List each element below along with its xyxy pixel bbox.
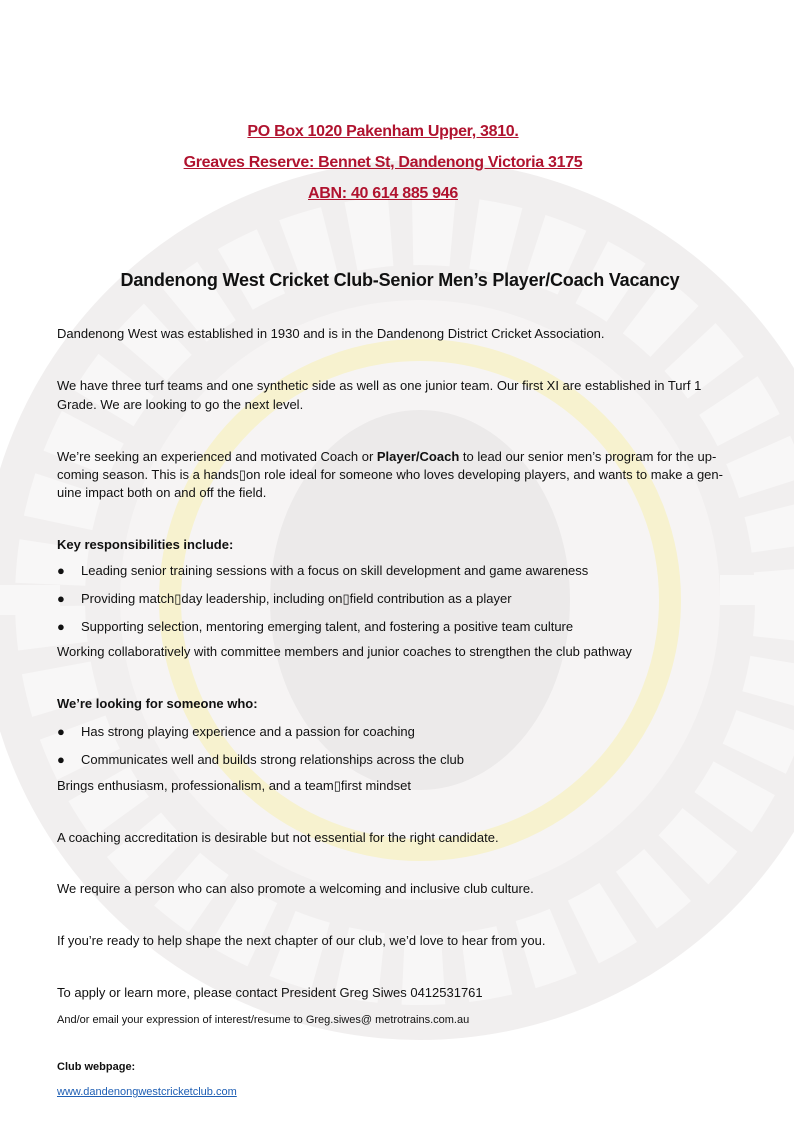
contact-line: To apply or learn more, please contact President Greg Siwes 0412531761 — [57, 985, 483, 1000]
text: to lead our senior men’s program for the up- — [459, 449, 717, 464]
bullet-icon: ● — [57, 619, 65, 634]
ground-address: Greaves Reserve: Bennet St, Dandenong Victoria 3175 — [183, 154, 583, 171]
postal-address: PO Box 1020 Pakenham Upper, 3810. — [247, 123, 519, 140]
webpage-line — [57, 1084, 237, 1100]
bullet-icon: ● — [57, 563, 65, 578]
abn: ABN: 40 614 885 946 — [308, 185, 458, 202]
list-item — [57, 619, 573, 635]
bold-text: Player/Coach — [376, 449, 460, 464]
page-title: Dandenong West Cricket Club-Senior Men’s Player/Coach Vacancy — [120, 270, 680, 290]
teams-paragraph-line: Grade. We are looking to go the next level. — [57, 397, 304, 412]
bullet-icon: ● — [57, 724, 65, 739]
intro-paragraph: Dandenong West was established in 1930 and is in the Dandenong District Cricket Association. — [57, 326, 605, 341]
webpage-label: Club webpage: — [57, 1061, 136, 1073]
closing-paragraph: If you’re ready to help shape the next chapter of our club, we’d love to hear from you. — [57, 933, 546, 948]
teams-paragraph-line: We have three turf teams and one synthetic side as well as one junior team. Our first XI are established in Turf 1 — [57, 378, 702, 393]
list-item-text: Leading senior training sessions with a focus on skill development and game awareness — [81, 563, 589, 578]
looking-heading: We’re looking for someone who: — [57, 696, 258, 711]
seeking-paragraph-line: uine impact both on and off the field. — [57, 485, 267, 500]
list-item-text: Providing match▯day leadership, including on▯field contribution as a player — [81, 591, 512, 606]
list-item — [57, 563, 588, 579]
list-item — [57, 724, 415, 740]
list-item-text: Has strong playing experience and a passion for coaching — [81, 724, 415, 739]
looking-extra: Brings enthusiasm, professionalism, and a team▯first mindset — [57, 778, 411, 793]
list-item — [57, 591, 512, 607]
list-item-text: Supporting selection, mentoring emerging talent, and fostering a positive team culture — [81, 619, 574, 634]
bullet-icon: ● — [57, 591, 65, 606]
bullet-icon: ● — [57, 752, 65, 767]
seeking-paragraph-line: coming season. This is a hands▯on role ideal for someone who loves developing players, and wants to make a gen- — [57, 467, 723, 482]
responsibilities-extra: Working collaboratively with committee members and junior coaches to strengthen the club pathway — [57, 644, 632, 659]
list-item-text: Communicates well and builds strong relationships across the club — [81, 752, 464, 767]
accreditation-paragraph: A coaching accreditation is desirable but not essential for the right candidate. — [57, 830, 499, 845]
text: We’re seeking an experienced and motivated Coach or — [57, 449, 377, 464]
email-line: And/or email your expression of interest/resume to Greg.siwes@ metrotrains.com.au — [57, 1014, 470, 1026]
webpage-link[interactable]: www.dandenongwestcricketclub.com — [57, 1086, 237, 1098]
responsibilities-heading: Key responsibilities include: — [57, 537, 234, 552]
seeking-paragraph-line — [57, 449, 716, 465]
culture-paragraph: We require a person who can also promote a welcoming and inclusive club culture. — [57, 881, 534, 896]
list-item — [57, 752, 464, 768]
